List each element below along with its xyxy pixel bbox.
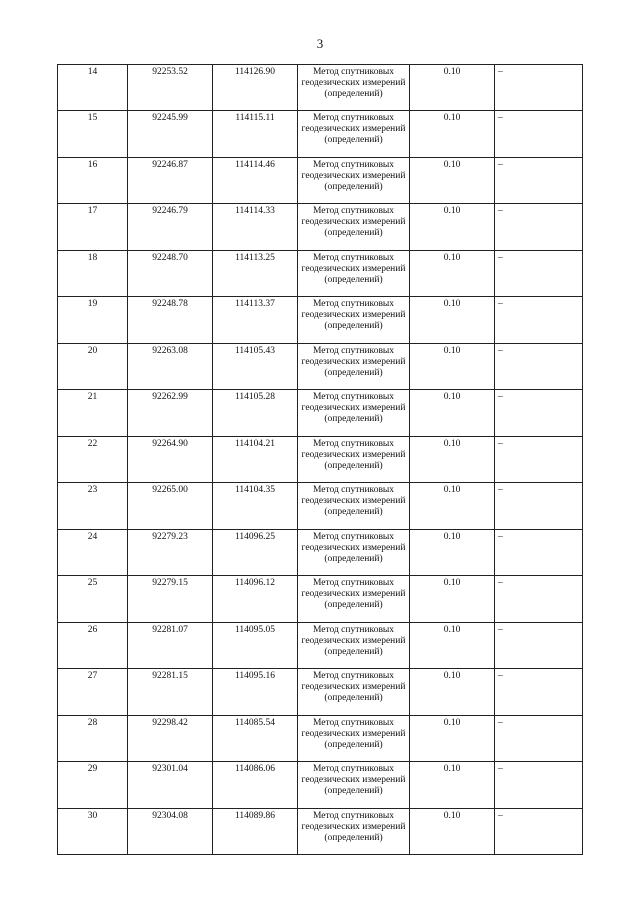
- point-number-cell: 24: [58, 529, 128, 575]
- point-number-cell: 19: [58, 297, 128, 343]
- table-row: [58, 622, 583, 668]
- method-cell: Метод спутниковых геодезических измерений (определений): [298, 250, 410, 296]
- note-cell: –: [495, 715, 583, 761]
- y-coordinate-cell: 114113.25: [213, 250, 298, 296]
- x-coordinate-cell: 92248.78: [128, 297, 213, 343]
- note-cell: –: [495, 157, 583, 203]
- error-cell: 0.10: [410, 111, 495, 157]
- table-row: [58, 529, 583, 575]
- table-row: [58, 576, 583, 622]
- note-cell: –: [495, 483, 583, 529]
- table-row: [58, 297, 583, 343]
- error-cell: 0.10: [410, 157, 495, 203]
- method-cell: Метод спутниковых геодезических измерений (определений): [298, 529, 410, 575]
- error-cell: 0.10: [410, 576, 495, 622]
- note-cell: –: [495, 622, 583, 668]
- table-row: [58, 390, 583, 436]
- y-coordinate-cell: 114114.33: [213, 204, 298, 250]
- table-row: [58, 808, 583, 854]
- point-number-cell: 22: [58, 436, 128, 482]
- x-coordinate-cell: 92248.70: [128, 250, 213, 296]
- method-cell: Метод спутниковых геодезических измерений (определений): [298, 436, 410, 482]
- coordinates-table-body: [58, 65, 583, 855]
- method-cell: Метод спутниковых геодезических измерений (определений): [298, 204, 410, 250]
- y-coordinate-cell: 114115.11: [213, 111, 298, 157]
- table-row: [58, 65, 583, 111]
- point-number-cell: 26: [58, 622, 128, 668]
- note-cell: –: [495, 576, 583, 622]
- x-coordinate-cell: 92279.23: [128, 529, 213, 575]
- point-number-cell: 15: [58, 111, 128, 157]
- y-coordinate-cell: 114113.37: [213, 297, 298, 343]
- y-coordinate-cell: 114105.43: [213, 343, 298, 389]
- error-cell: 0.10: [410, 390, 495, 436]
- point-number-cell: 30: [58, 808, 128, 854]
- point-number-cell: 27: [58, 669, 128, 715]
- method-cell: Метод спутниковых геодезических измерений (определений): [298, 111, 410, 157]
- point-number-cell: 23: [58, 483, 128, 529]
- method-cell: Метод спутниковых геодезических измерений (определений): [298, 343, 410, 389]
- x-coordinate-cell: 92279.15: [128, 576, 213, 622]
- table-row: [58, 111, 583, 157]
- error-cell: 0.10: [410, 483, 495, 529]
- note-cell: –: [495, 343, 583, 389]
- note-cell: –: [495, 669, 583, 715]
- y-coordinate-cell: 114096.25: [213, 529, 298, 575]
- note-cell: –: [495, 204, 583, 250]
- y-coordinate-cell: 114105.28: [213, 390, 298, 436]
- method-cell: Метод спутниковых геодезических измерений (определений): [298, 622, 410, 668]
- table-row: [58, 436, 583, 482]
- method-cell: Метод спутниковых геодезических измерений (определений): [298, 157, 410, 203]
- table-row: [58, 762, 583, 808]
- error-cell: 0.10: [410, 669, 495, 715]
- error-cell: 0.10: [410, 204, 495, 250]
- method-cell: Метод спутниковых геодезических измерений (определений): [298, 576, 410, 622]
- note-cell: –: [495, 762, 583, 808]
- error-cell: 0.10: [410, 762, 495, 808]
- y-coordinate-cell: 114085.54: [213, 715, 298, 761]
- x-coordinate-cell: 92264.90: [128, 436, 213, 482]
- method-cell: Метод спутниковых геодезических измерений (определений): [298, 483, 410, 529]
- table-row: [58, 715, 583, 761]
- x-coordinate-cell: 92246.87: [128, 157, 213, 203]
- x-coordinate-cell: 92301.04: [128, 762, 213, 808]
- y-coordinate-cell: 114114.46: [213, 157, 298, 203]
- table-row: [58, 483, 583, 529]
- error-cell: 0.10: [410, 65, 495, 111]
- error-cell: 0.10: [410, 250, 495, 296]
- table-row: [58, 250, 583, 296]
- x-coordinate-cell: 92263.08: [128, 343, 213, 389]
- error-cell: 0.10: [410, 436, 495, 482]
- x-coordinate-cell: 92253.52: [128, 65, 213, 111]
- x-coordinate-cell: 92281.15: [128, 669, 213, 715]
- x-coordinate-cell: 92265.00: [128, 483, 213, 529]
- note-cell: –: [495, 297, 583, 343]
- note-cell: –: [495, 529, 583, 575]
- x-coordinate-cell: 92304.08: [128, 808, 213, 854]
- error-cell: 0.10: [410, 343, 495, 389]
- method-cell: Метод спутниковых геодезических измерений (определений): [298, 808, 410, 854]
- y-coordinate-cell: 114096.12: [213, 576, 298, 622]
- point-number-cell: 25: [58, 576, 128, 622]
- error-cell: 0.10: [410, 622, 495, 668]
- y-coordinate-cell: 114086.06: [213, 762, 298, 808]
- method-cell: Метод спутниковых геодезических измерений (определений): [298, 762, 410, 808]
- note-cell: –: [495, 65, 583, 111]
- point-number-cell: 18: [58, 250, 128, 296]
- error-cell: 0.10: [410, 529, 495, 575]
- method-cell: Метод спутниковых геодезических измерений (определений): [298, 390, 410, 436]
- x-coordinate-cell: 92262.99: [128, 390, 213, 436]
- coordinates-table: [57, 64, 583, 855]
- point-number-cell: 21: [58, 390, 128, 436]
- point-number-cell: 28: [58, 715, 128, 761]
- y-coordinate-cell: 114089.86: [213, 808, 298, 854]
- method-cell: Метод спутниковых геодезических измерений (определений): [298, 669, 410, 715]
- note-cell: –: [495, 111, 583, 157]
- table-row: [58, 157, 583, 203]
- error-cell: 0.10: [410, 808, 495, 854]
- x-coordinate-cell: 92245.99: [128, 111, 213, 157]
- table-row: [58, 669, 583, 715]
- point-number-cell: 16: [58, 157, 128, 203]
- point-number-cell: 29: [58, 762, 128, 808]
- point-number-cell: 20: [58, 343, 128, 389]
- y-coordinate-cell: 114104.21: [213, 436, 298, 482]
- y-coordinate-cell: 114104.35: [213, 483, 298, 529]
- method-cell: Метод спутниковых геодезических измерений (определений): [298, 297, 410, 343]
- method-cell: Метод спутниковых геодезических измерений (определений): [298, 715, 410, 761]
- error-cell: 0.10: [410, 715, 495, 761]
- note-cell: –: [495, 808, 583, 854]
- table-row: [58, 343, 583, 389]
- note-cell: –: [495, 436, 583, 482]
- point-number-cell: 17: [58, 204, 128, 250]
- note-cell: –: [495, 390, 583, 436]
- y-coordinate-cell: 114095.16: [213, 669, 298, 715]
- y-coordinate-cell: 114095.05: [213, 622, 298, 668]
- x-coordinate-cell: 92246.79: [128, 204, 213, 250]
- y-coordinate-cell: 114126.90: [213, 65, 298, 111]
- page-number: 3: [316, 36, 324, 51]
- x-coordinate-cell: 92298.42: [128, 715, 213, 761]
- error-cell: 0.10: [410, 297, 495, 343]
- note-cell: –: [495, 250, 583, 296]
- point-number-cell: 14: [58, 65, 128, 111]
- table-row: [58, 204, 583, 250]
- x-coordinate-cell: 92281.07: [128, 622, 213, 668]
- method-cell: Метод спутниковых геодезических измерений (определений): [298, 65, 410, 111]
